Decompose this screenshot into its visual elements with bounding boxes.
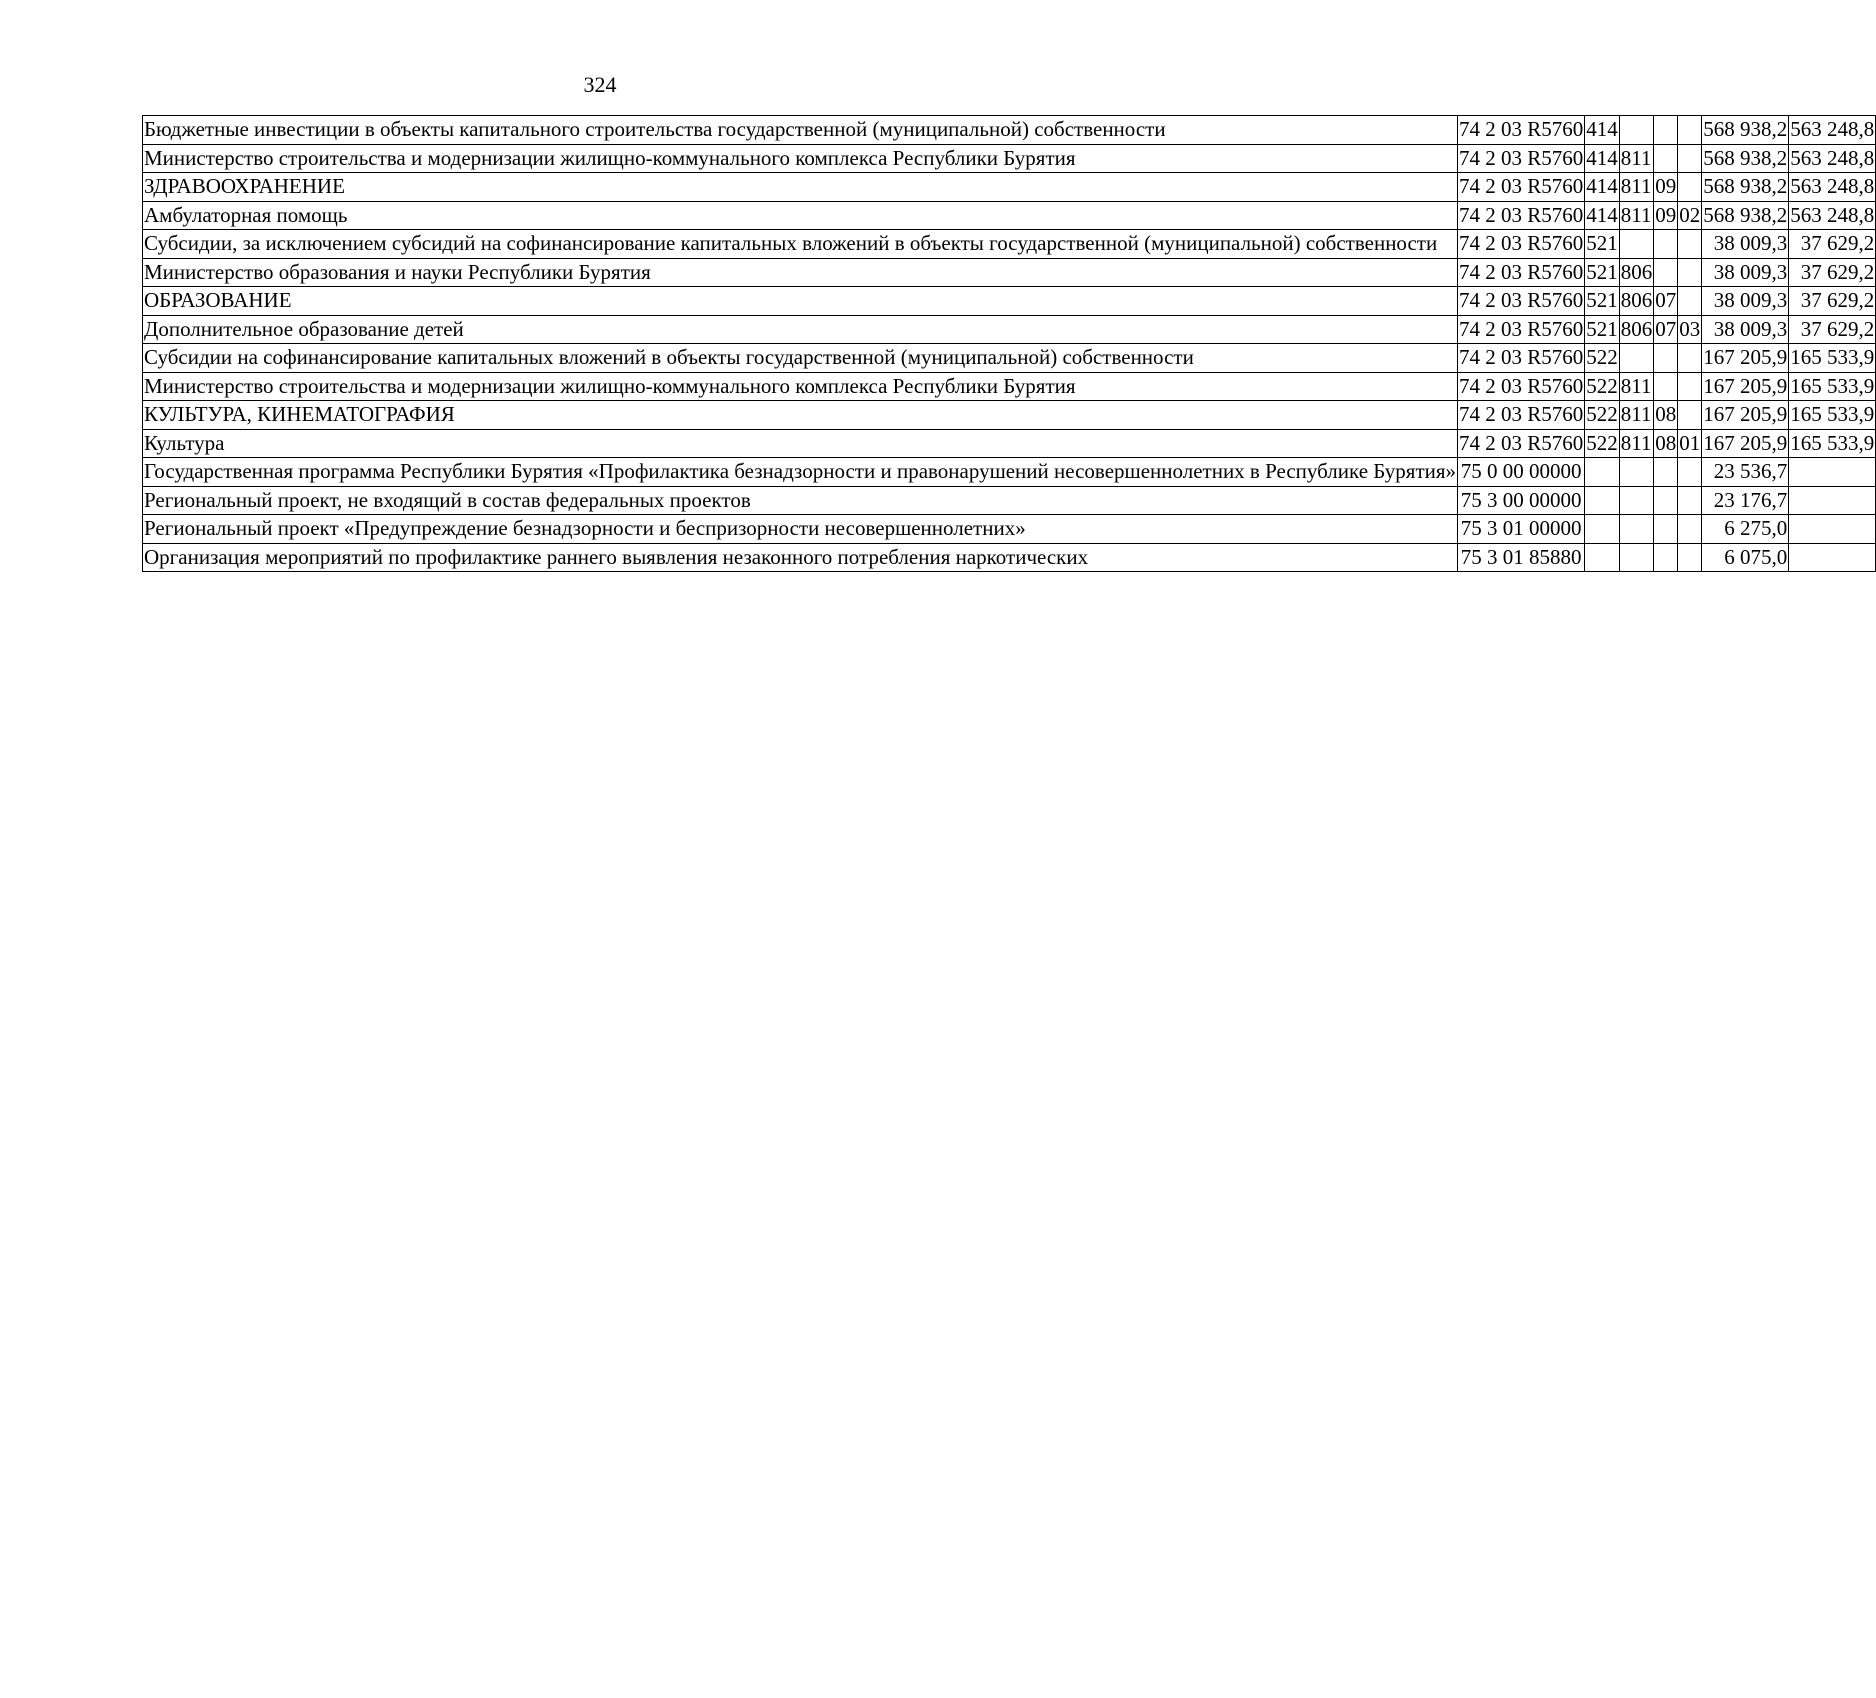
table-row [143,401,1876,430]
section-code-cell: 07 [1654,315,1678,344]
table-row [143,429,1876,458]
amount-year-1-cell: 167 205,9 [1702,429,1789,458]
table-row [143,543,1876,572]
table-row [143,201,1876,230]
amount-year-1-cell: 568 938,2 [1702,144,1789,173]
section-code-cell [1654,116,1678,145]
section-code-cell [1654,372,1678,401]
amount-year-1-cell: 568 938,2 [1702,173,1789,202]
table-row [143,116,1876,145]
ministry-code-cell [1619,458,1654,487]
amount-year-1-cell: 167 205,9 [1702,372,1789,401]
amount-year-2-cell [1789,543,1876,572]
section-code-cell [1654,515,1678,544]
table-row [143,315,1876,344]
amount-year-1-cell: 38 009,3 [1702,230,1789,259]
ministry-code-cell: 811 [1619,372,1654,401]
amount-year-1-cell: 38 009,3 [1702,287,1789,316]
amount-year-2-cell: 563 248,8 [1789,201,1876,230]
subsection-code-cell [1678,144,1702,173]
expense-type-code-cell [1585,486,1620,515]
expense-type-code-cell [1585,543,1620,572]
subsection-code-cell [1678,515,1702,544]
row-name-cell: Культура [143,429,1458,458]
ministry-code-cell: 811 [1619,201,1654,230]
program-code-cell: 74 2 03 R5760 [1458,116,1585,145]
amount-year-1-cell: 23 536,7 [1702,458,1789,487]
ministry-code-cell [1619,543,1654,572]
amount-year-1-cell: 6 275,0 [1702,515,1789,544]
expense-type-code-cell: 522 [1585,372,1620,401]
table-row [143,230,1876,259]
budget-table [142,115,1876,572]
table-body [143,116,1876,572]
row-name-cell: ЗДРАВООХРАНЕНИЕ [143,173,1458,202]
program-code-cell: 74 2 03 R5760 [1458,372,1585,401]
row-name-cell: Региональный проект, не входящий в состав федеральных проектов [143,486,1458,515]
subsection-code-cell [1678,230,1702,259]
expense-type-code-cell: 521 [1585,287,1620,316]
amount-year-2-cell: 37 629,2 [1789,258,1876,287]
amount-year-1-cell: 167 205,9 [1702,344,1789,373]
row-name-cell: Министерство строительства и модернизации жилищно-коммунального комплекса Республики Бурятия [143,372,1458,401]
program-code-cell: 75 0 00 00000 [1458,458,1585,487]
ministry-code-cell: 806 [1619,258,1654,287]
expense-type-code-cell: 521 [1585,315,1620,344]
section-code-cell: 07 [1654,287,1678,316]
amount-year-1-cell: 38 009,3 [1702,315,1789,344]
ministry-code-cell [1619,116,1654,145]
section-code-cell: 08 [1654,429,1678,458]
program-code-cell: 75 3 01 85880 [1458,543,1585,572]
subsection-code-cell: 02 [1678,201,1702,230]
row-name-cell: Субсидии, за исключением субсидий на софинансирование капитальных вложений в объекты государственной (муниципальной) собственности [143,230,1458,259]
ministry-code-cell [1619,230,1654,259]
table-row [143,486,1876,515]
section-code-cell [1654,144,1678,173]
expense-type-code-cell: 522 [1585,429,1620,458]
amount-year-2-cell: 165 533,9 [1789,401,1876,430]
row-name-cell: КУЛЬТУРА, КИНЕМАТОГРАФИЯ [143,401,1458,430]
program-code-cell: 74 2 03 R5760 [1458,173,1585,202]
amount-year-1-cell: 167 205,9 [1702,401,1789,430]
amount-year-2-cell: 165 533,9 [1789,372,1876,401]
section-code-cell [1654,344,1678,373]
subsection-code-cell [1678,116,1702,145]
program-code-cell: 74 2 03 R5760 [1458,144,1585,173]
amount-year-2-cell: 563 248,8 [1789,144,1876,173]
section-code-cell [1654,486,1678,515]
table-row [143,144,1876,173]
ministry-code-cell [1619,515,1654,544]
subsection-code-cell [1678,486,1702,515]
section-code-cell: 08 [1654,401,1678,430]
table-row [143,173,1876,202]
section-code-cell [1654,458,1678,487]
program-code-cell: 74 2 03 R5760 [1458,401,1585,430]
row-name-cell: Организация мероприятий по профилактике раннего выявления незаконного потребления наркотических [143,543,1458,572]
program-code-cell: 75 3 01 00000 [1458,515,1585,544]
row-name-cell: Министерство образования и науки Республики Бурятия [143,258,1458,287]
row-name-cell: Региональный проект «Предупреждение безнадзорности и беспризорности несовершеннолетних» [143,515,1458,544]
row-name-cell: Бюджетные инвестиции в объекты капитального строительства государственной (муниципальной) собственности [143,116,1458,145]
amount-year-2-cell: 37 629,2 [1789,315,1876,344]
table-row [143,258,1876,287]
row-name-cell: Субсидии на софинансирование капитальных вложений в объекты государственной (муниципальной) собственности [143,344,1458,373]
program-code-cell: 74 2 03 R5760 [1458,230,1585,259]
amount-year-2-cell [1789,486,1876,515]
amount-year-1-cell: 568 938,2 [1702,201,1789,230]
section-code-cell: 09 [1654,201,1678,230]
expense-type-code-cell: 522 [1585,401,1620,430]
expense-type-code-cell [1585,515,1620,544]
ministry-code-cell: 806 [1619,287,1654,316]
subsection-code-cell [1678,258,1702,287]
ministry-code-cell: 811 [1619,401,1654,430]
subsection-code-cell [1678,543,1702,572]
expense-type-code-cell: 414 [1585,116,1620,145]
amount-year-2-cell: 37 629,2 [1789,230,1876,259]
amount-year-1-cell: 6 075,0 [1702,543,1789,572]
ministry-code-cell: 806 [1619,315,1654,344]
expense-type-code-cell: 522 [1585,344,1620,373]
program-code-cell: 74 2 03 R5760 [1458,201,1585,230]
table-row [143,458,1876,487]
subsection-code-cell [1678,401,1702,430]
ministry-code-cell [1619,486,1654,515]
row-name-cell: Государственная программа Республики Бурятия «Профилактика безнадзорности и правонарушений несовершеннолетних в Республике Бурятия» [143,458,1458,487]
expense-type-code-cell: 414 [1585,144,1620,173]
amount-year-2-cell: 165 533,9 [1789,429,1876,458]
expense-type-code-cell: 521 [1585,258,1620,287]
table-row [143,344,1876,373]
amount-year-2-cell [1789,458,1876,487]
amount-year-1-cell: 38 009,3 [1702,258,1789,287]
expense-type-code-cell: 414 [1585,173,1620,202]
amount-year-2-cell: 165 533,9 [1789,344,1876,373]
row-name-cell: Министерство строительства и модернизации жилищно-коммунального комплекса Республики Бурятия [143,144,1458,173]
program-code-cell: 74 2 03 R5760 [1458,344,1585,373]
program-code-cell: 74 2 03 R5760 [1458,258,1585,287]
subsection-code-cell: 01 [1678,429,1702,458]
subsection-code-cell [1678,173,1702,202]
ministry-code-cell: 811 [1619,144,1654,173]
row-name-cell: Дополнительное образование детей [143,315,1458,344]
section-code-cell [1654,543,1678,572]
table-row [143,287,1876,316]
row-name-cell: Амбулаторная помощь [143,201,1458,230]
subsection-code-cell [1678,287,1702,316]
subsection-code-cell [1678,372,1702,401]
amount-year-1-cell: 568 938,2 [1702,116,1789,145]
section-code-cell: 09 [1654,173,1678,202]
program-code-cell: 74 2 03 R5760 [1458,287,1585,316]
page-number: 324 [583,72,617,97]
program-code-cell: 75 3 00 00000 [1458,486,1585,515]
amount-year-2-cell: 37 629,2 [1789,287,1876,316]
ministry-code-cell: 811 [1619,429,1654,458]
ministry-code-cell [1619,344,1654,373]
amount-year-2-cell: 563 248,8 [1789,116,1876,145]
section-code-cell [1654,258,1678,287]
program-code-cell: 74 2 03 R5760 [1458,429,1585,458]
table-row [143,372,1876,401]
subsection-code-cell [1678,344,1702,373]
program-code-cell: 74 2 03 R5760 [1458,315,1585,344]
expense-type-code-cell: 414 [1585,201,1620,230]
amount-year-1-cell: 23 176,7 [1702,486,1789,515]
subsection-code-cell: 03 [1678,315,1702,344]
section-code-cell [1654,230,1678,259]
expense-type-code-cell [1585,458,1620,487]
amount-year-2-cell: 563 248,8 [1789,173,1876,202]
expense-type-code-cell: 521 [1585,230,1620,259]
subsection-code-cell [1678,458,1702,487]
row-name-cell: ОБРАЗОВАНИЕ [143,287,1458,316]
ministry-code-cell: 811 [1619,173,1654,202]
amount-year-2-cell [1789,515,1876,544]
table-row [143,515,1876,544]
